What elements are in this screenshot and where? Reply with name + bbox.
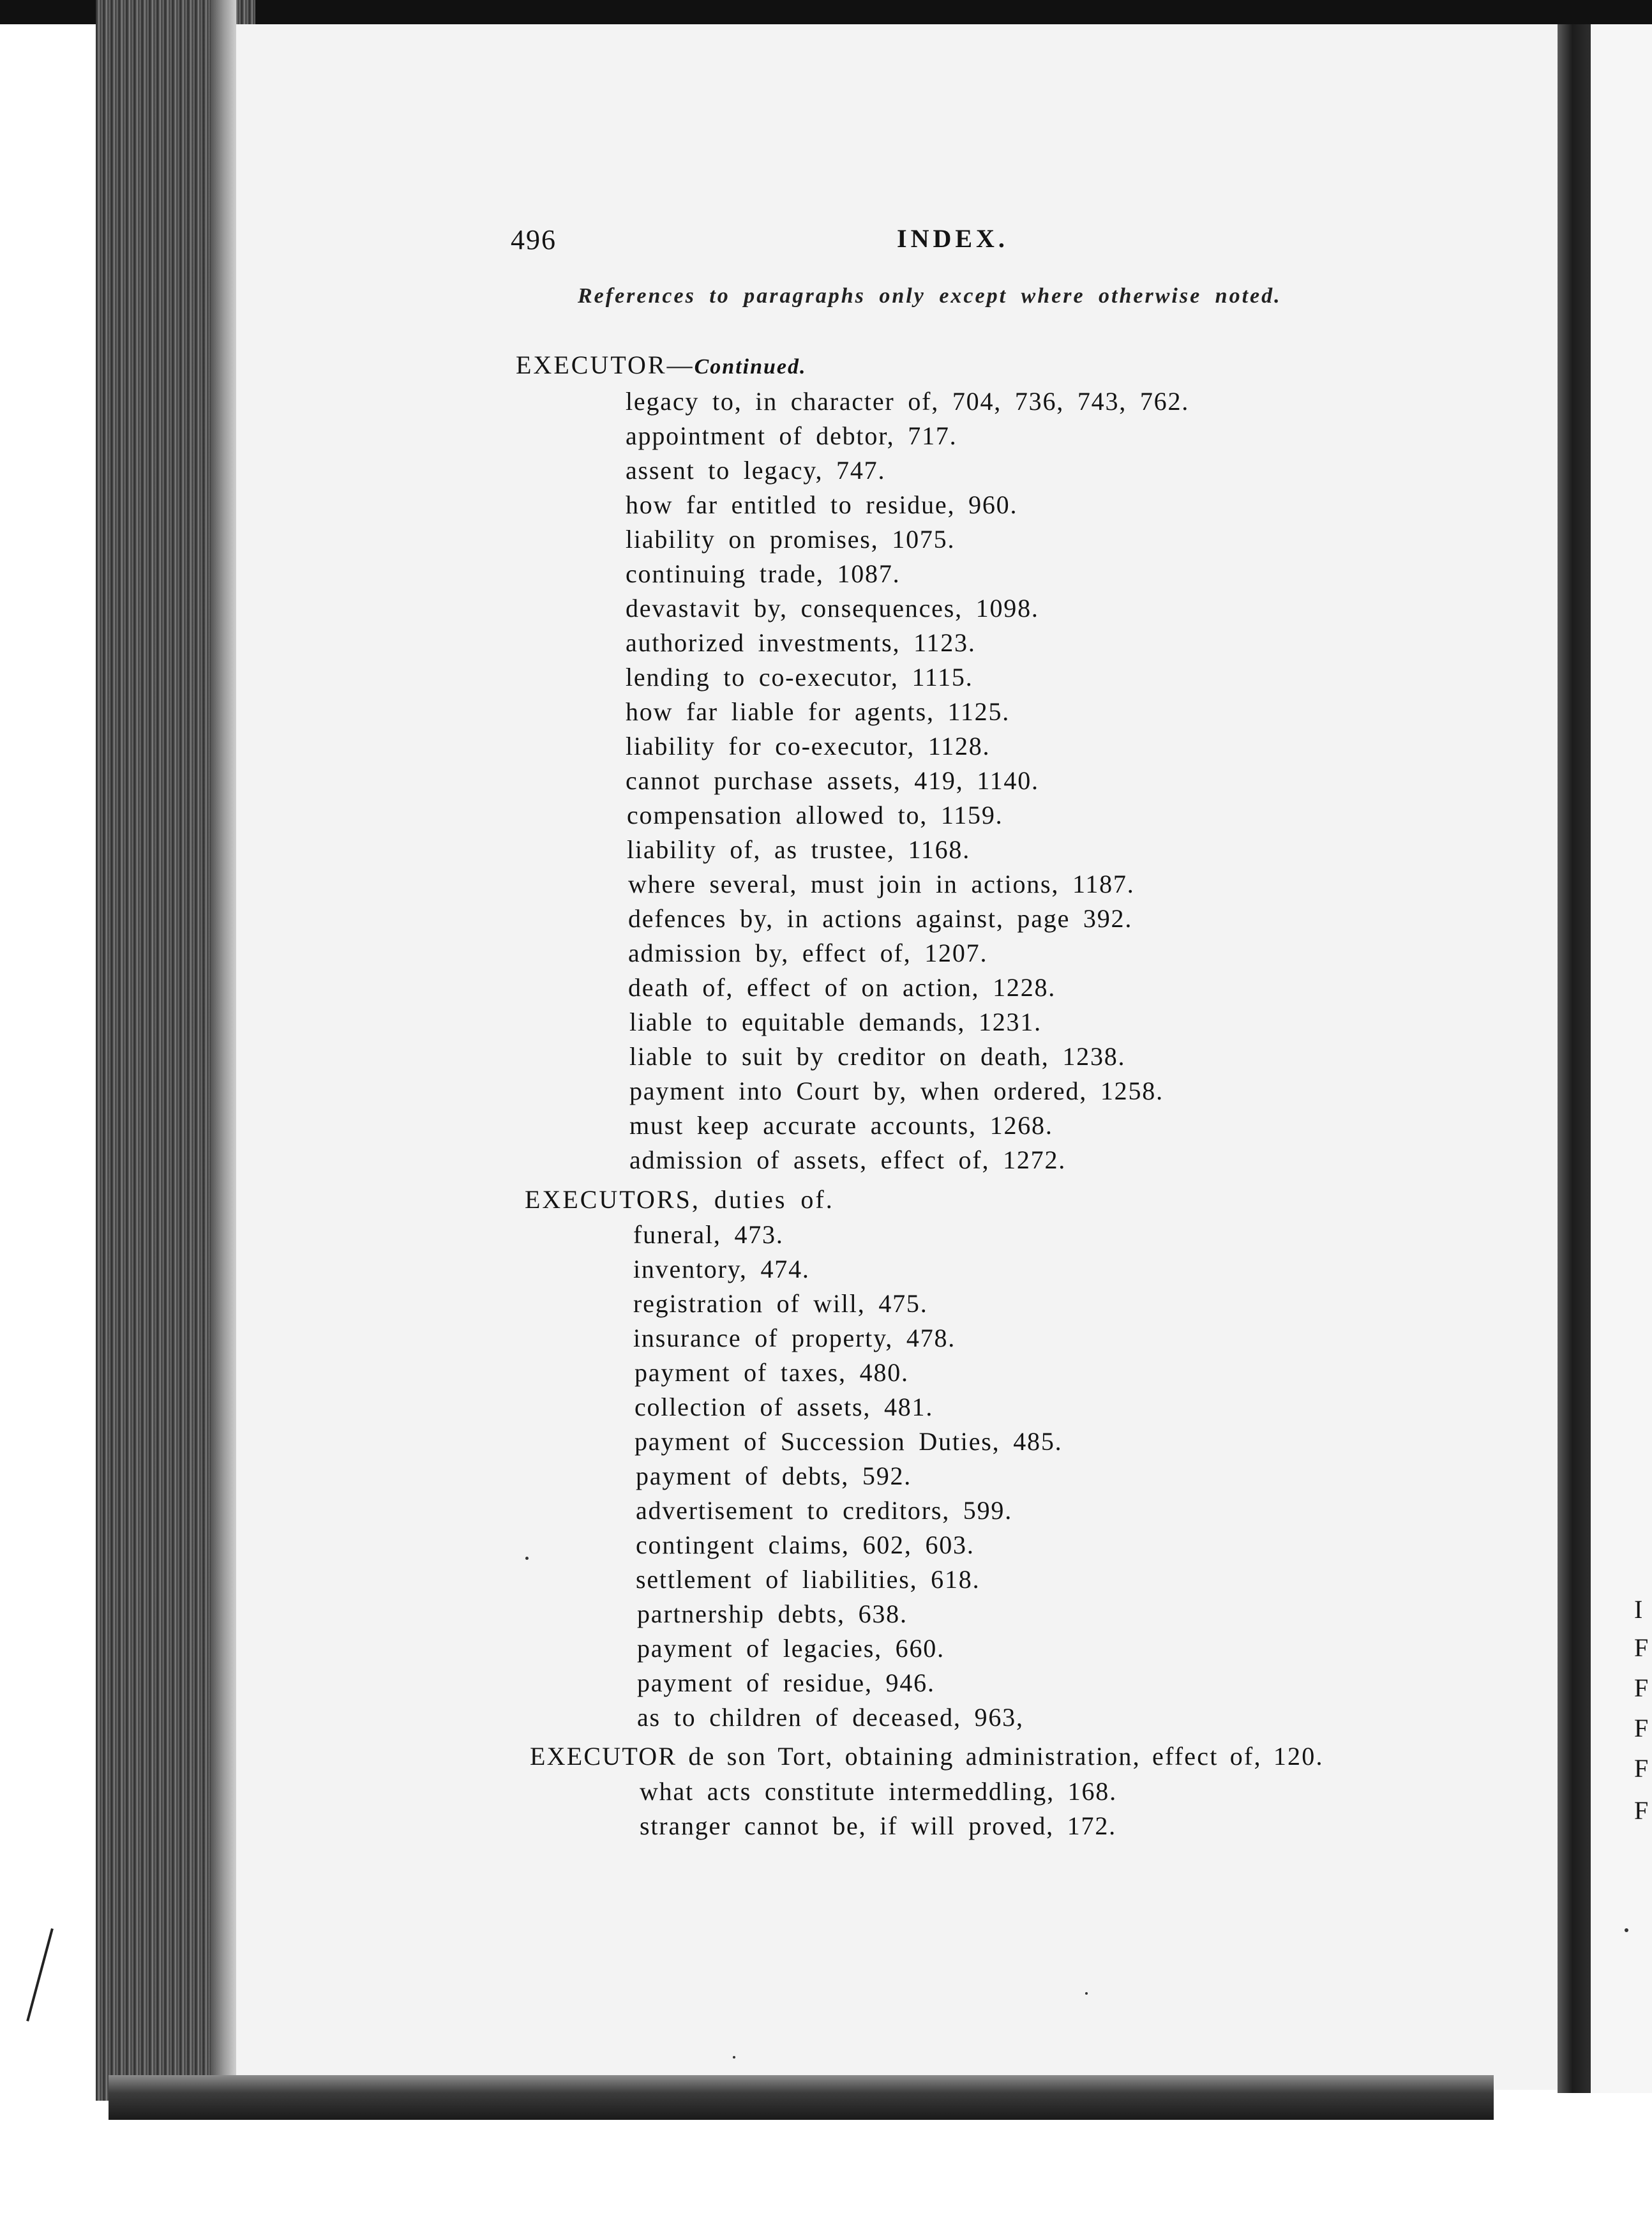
margin-pencil-mark (26, 1928, 54, 2022)
facing-page-fragment: F (1634, 1633, 1649, 1662)
index-entry: insurance of property, 478. (633, 1324, 956, 1352)
index-entry: liable to equitable demands, 1231. (629, 1008, 1042, 1036)
index-entry: stranger cannot be, if will proved, 172. (640, 1811, 1116, 1840)
index-entry: compensation allowed to, 1159. (627, 801, 1003, 829)
index-entry: authorized investments, 1123. (626, 628, 976, 657)
index-entry: defences by, in actions against, page 392. (628, 904, 1133, 933)
index-entry: liability for co-executor, 1128. (626, 732, 991, 760)
scan-border-bottom (0, 2120, 1652, 2222)
index-entry: appointment of debtor, 717. (626, 421, 957, 450)
scan-speck (525, 1557, 529, 1560)
index-entry: lending to co-executor, 1115. (626, 663, 973, 692)
continued-label: Continued. (694, 355, 807, 379)
index-entry: registration of will, 475. (633, 1289, 928, 1318)
index-entry: inventory, 474. (633, 1255, 810, 1283)
index-entry: how far liable for agents, 1125. (626, 697, 1010, 726)
index-entry: continuing trade, 1087. (626, 559, 901, 588)
index-heading (516, 350, 807, 380)
book-gutter (1558, 24, 1591, 2093)
index-entry: admission by, effect of, 1207. (628, 939, 988, 967)
index-entry: collection of assets, 481. (635, 1393, 934, 1421)
index-entry: payment of legacies, 660. (637, 1634, 945, 1663)
index-heading: EXECUTORS, duties of. (525, 1185, 834, 1214)
index-entry: as to children of deceased, 963, (637, 1703, 1024, 1732)
index-entry: where several, must join in actions, 1187. (628, 870, 1135, 898)
facing-page-fragment: F (1634, 1754, 1649, 1783)
index-heading-text: EXECUTOR— (516, 351, 695, 379)
index-entry: what acts constitute intermeddling, 168. (640, 1777, 1117, 1806)
index-entry: payment of residue, 946. (637, 1668, 935, 1697)
facing-page-fragment: F (1634, 1674, 1649, 1702)
scan-speck (1085, 1992, 1088, 1995)
index-entry: payment of debts, 592. (636, 1462, 912, 1490)
running-head: INDEX. (897, 224, 1009, 253)
index-entry: liable to suit by creditor on death, 1238. (629, 1042, 1126, 1071)
index-entry: assent to legacy, 747. (626, 456, 886, 485)
index-entry: admission of assets, effect of, 1272. (629, 1145, 1067, 1174)
index-entry: how far entitled to residue, 960. (626, 490, 1018, 519)
index-entry: cannot purchase assets, 419, 1140. (626, 766, 1039, 795)
index-entry: funeral, 473. (633, 1220, 784, 1249)
scan-speck (1625, 1928, 1628, 1932)
facing-page-fragment: I (1634, 1595, 1643, 1624)
facing-page-fragment: F (1634, 1714, 1649, 1742)
index-entry: payment into Court by, when ordered, 1258. (629, 1077, 1164, 1105)
index-entry: liability of, as trustee, 1168. (627, 835, 971, 864)
index-entry: legacy to, in character of, 704, 736, 743, 762. (626, 387, 1190, 416)
index-entry: settlement of liabilities, 618. (636, 1565, 980, 1594)
index-entry: death of, effect of on action, 1228. (628, 973, 1056, 1002)
index-entry: payment of Succession Duties, 485. (635, 1427, 1063, 1456)
page-number: 496 (511, 224, 557, 255)
book-page-edge-shadow (211, 0, 236, 2101)
index-entry: advertisement to creditors, 599. (636, 1496, 1013, 1525)
book-bottom-edge (109, 2075, 1494, 2120)
index-entry: payment of taxes, 480. (635, 1358, 909, 1387)
index-note: References to paragraphs only except where otherwise noted. (578, 284, 1282, 308)
index-entry: partnership debts, 638. (637, 1599, 908, 1628)
scan-speck (733, 2056, 735, 2059)
index-heading: EXECUTOR de son Tort, obtaining administration, effect of, 120. (530, 1742, 1324, 1771)
index-entry: must keep accurate accounts, 1268. (629, 1111, 1053, 1140)
index-entry: liability on promises, 1075. (626, 525, 956, 554)
index-entry: devastavit by, consequences, 1098. (626, 594, 1039, 623)
index-entry: contingent claims, 602, 603. (636, 1530, 975, 1559)
facing-page-fragment: F (1634, 1796, 1649, 1825)
